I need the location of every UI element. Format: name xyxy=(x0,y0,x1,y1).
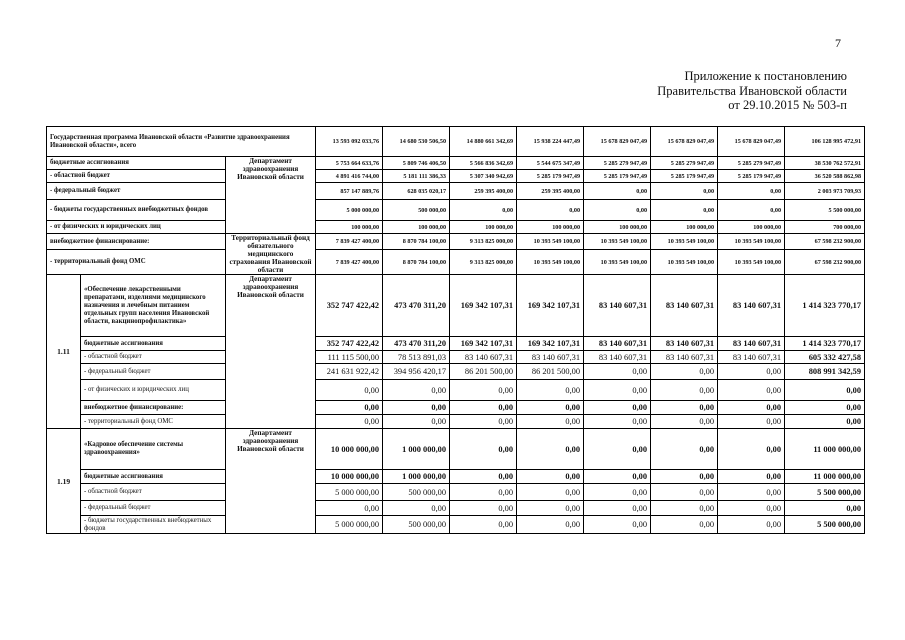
amount-cell: 5 000 000,00 xyxy=(316,484,383,501)
amount-cell: 5 285 279 947,49 xyxy=(651,157,718,170)
amount-cell: 0,00 xyxy=(450,415,517,429)
amount-cell: 0,00 xyxy=(584,484,651,501)
amount-cell: 9 313 825 000,00 xyxy=(450,250,517,275)
amount-cell: 0,00 xyxy=(584,470,651,484)
table-row xyxy=(47,221,865,234)
amount-cell: 11 000 000,00 xyxy=(785,429,865,470)
amount-cell: 78 513 891,03 xyxy=(383,351,450,364)
amount-cell: 0,00 xyxy=(517,470,584,484)
activity-code: 1.19 xyxy=(47,429,81,534)
amount-cell: 500 000,00 xyxy=(383,516,450,534)
amount-cell: 352 747 422,42 xyxy=(316,337,383,351)
amount-cell: 0,00 xyxy=(718,470,785,484)
amount-cell: 86 201 500,00 xyxy=(450,364,517,380)
amount-cell: 0,00 xyxy=(785,501,865,516)
amount-cell: 1 414 323 770,17 xyxy=(785,275,865,337)
amount-cell: 83 140 607,31 xyxy=(584,337,651,351)
amount-cell: 15 678 829 047,49 xyxy=(651,127,718,157)
amount-cell: 0,00 xyxy=(785,415,865,429)
amount-cell: 352 747 422,42 xyxy=(316,275,383,337)
amount-cell: 8 870 784 100,00 xyxy=(383,250,450,275)
amount-cell: 0,00 xyxy=(718,200,785,221)
table-row xyxy=(47,429,865,470)
amount-cell: 5 181 111 386,33 xyxy=(383,170,450,183)
amount-cell: 8 870 784 100,00 xyxy=(383,234,450,250)
amount-cell: 0,00 xyxy=(517,501,584,516)
page-number: 7 xyxy=(835,36,841,50)
amount-cell: 1 414 323 770,17 xyxy=(785,337,865,351)
amount-cell: 0,00 xyxy=(718,401,785,415)
amount-cell: 0,00 xyxy=(316,401,383,415)
amount-cell: 9 313 825 000,00 xyxy=(450,234,517,250)
table-row xyxy=(47,234,865,250)
amount-cell: 0,00 xyxy=(718,429,785,470)
amount-cell: 0,00 xyxy=(584,415,651,429)
row-label: - бюджеты государственных внебюджетных фондов xyxy=(47,200,226,221)
amount-cell: 169 342 107,31 xyxy=(517,337,584,351)
amount-cell: 67 598 232 900,00 xyxy=(785,250,865,275)
amount-cell: 100 000,00 xyxy=(651,221,718,234)
row-label: - федеральный бюджет xyxy=(47,183,226,200)
amount-cell: 473 470 311,20 xyxy=(383,337,450,351)
amount-cell: 0,00 xyxy=(450,484,517,501)
amount-cell: 241 631 922,42 xyxy=(316,364,383,380)
amount-cell: 473 470 311,20 xyxy=(383,275,450,337)
amount-cell: 0,00 xyxy=(450,516,517,534)
amount-cell: 0,00 xyxy=(584,200,651,221)
amount-cell: 0,00 xyxy=(651,501,718,516)
row-label: - федеральный бюджет xyxy=(81,364,226,380)
amount-cell: 169 342 107,31 xyxy=(450,337,517,351)
program-title: Государственная программа Ивановской области «Развитие здравоохранения Ивановской области», всего xyxy=(47,127,316,157)
table-row xyxy=(47,337,865,351)
amount-cell: 0,00 xyxy=(517,380,584,401)
header-line-2: Правительства Ивановской области xyxy=(657,83,847,98)
amount-cell: 100 000,00 xyxy=(584,221,651,234)
amount-cell: 15 678 829 047,49 xyxy=(584,127,651,157)
table-row xyxy=(47,470,865,484)
amount-cell: 5 500 000,00 xyxy=(785,516,865,534)
amount-cell: 0,00 xyxy=(651,470,718,484)
amount-cell: 0,00 xyxy=(450,401,517,415)
amount-cell: 5 285 279 947,49 xyxy=(584,157,651,170)
table-row xyxy=(47,516,865,534)
header-line-3: от 29.10.2015 № 503-п xyxy=(728,98,847,112)
amount-cell: 10 000 000,00 xyxy=(316,429,383,470)
amount-cell: 5 307 340 942,69 xyxy=(450,170,517,183)
table-row xyxy=(47,501,865,516)
amount-cell: 5 000 000,00 xyxy=(316,200,383,221)
amount-cell: 15 678 829 047,49 xyxy=(718,127,785,157)
amount-cell: 0,00 xyxy=(450,470,517,484)
executor-cell: Территориальный фонд обязательного медицинского страхования Ивановской области xyxy=(226,234,316,275)
amount-cell: 0,00 xyxy=(651,484,718,501)
amount-cell: 0,00 xyxy=(718,415,785,429)
amount-cell: 0,00 xyxy=(383,401,450,415)
amount-cell: 7 839 427 400,00 xyxy=(316,234,383,250)
amount-cell: 67 598 232 900,00 xyxy=(785,234,865,250)
row-label: - территориальный фонд ОМС xyxy=(47,250,226,275)
document-header xyxy=(657,69,847,113)
amount-cell: 14 880 661 342,69 xyxy=(450,127,517,157)
amount-cell: 100 000,00 xyxy=(718,221,785,234)
amount-cell: 100 000,00 xyxy=(517,221,584,234)
amount-cell: 0,00 xyxy=(584,401,651,415)
row-label: внебюджетное финансирование: xyxy=(81,401,226,415)
amount-cell: 111 115 500,00 xyxy=(316,351,383,364)
amount-cell: 10 000 000,00 xyxy=(316,470,383,484)
row-label: - бюджеты государственных внебюджетных фондов xyxy=(81,516,226,534)
amount-cell: 0,00 xyxy=(718,183,785,200)
amount-cell: 169 342 107,31 xyxy=(450,275,517,337)
amount-cell: 10 393 549 100,00 xyxy=(517,250,584,275)
amount-cell: 0,00 xyxy=(383,380,450,401)
amount-cell: 0,00 xyxy=(517,516,584,534)
row-label: - от физических и юридических лиц xyxy=(81,380,226,401)
amount-cell: 15 938 224 447,49 xyxy=(517,127,584,157)
amount-cell: 100 000,00 xyxy=(316,221,383,234)
row-label: внебюджетное финансирование: xyxy=(47,234,226,250)
amount-cell: 5 285 179 947,49 xyxy=(718,170,785,183)
amount-cell: 0,00 xyxy=(785,401,865,415)
amount-cell: 0,00 xyxy=(584,429,651,470)
amount-cell: 0,00 xyxy=(517,401,584,415)
executor-cell: Департамент здравоохранения Ивановской области xyxy=(226,275,316,429)
amount-cell: 0,00 xyxy=(584,501,651,516)
row-label: - территориальный фонд ОМС xyxy=(81,415,226,429)
amount-cell: 0,00 xyxy=(651,429,718,470)
amount-cell: 5 285 179 947,49 xyxy=(651,170,718,183)
amount-cell: 0,00 xyxy=(718,364,785,380)
row-label: бюджетные ассигнования xyxy=(81,470,226,484)
amount-cell: 0,00 xyxy=(651,380,718,401)
amount-cell: 10 393 549 100,00 xyxy=(584,234,651,250)
amount-cell: 4 891 416 744,00 xyxy=(316,170,383,183)
table-row xyxy=(47,401,865,415)
amount-cell: 83 140 607,31 xyxy=(517,351,584,364)
amount-cell: 0,00 xyxy=(517,200,584,221)
amount-cell: 38 530 762 572,91 xyxy=(785,157,865,170)
amount-cell: 7 839 427 400,00 xyxy=(316,250,383,275)
row-label: бюджетные ассигнования xyxy=(81,337,226,351)
table-row xyxy=(47,200,865,221)
amount-cell: 5 500 000,00 xyxy=(785,484,865,501)
amount-cell: 10 393 549 100,00 xyxy=(718,234,785,250)
executor-cell: Департамент здравоохранения Ивановской области xyxy=(226,157,316,234)
amount-cell: 0,00 xyxy=(651,516,718,534)
table-row xyxy=(47,484,865,501)
amount-cell: 36 520 588 862,98 xyxy=(785,170,865,183)
amount-cell: 83 140 607,31 xyxy=(584,351,651,364)
amount-cell: 0,00 xyxy=(517,415,584,429)
amount-cell: 0,00 xyxy=(584,183,651,200)
amount-cell: 0,00 xyxy=(584,380,651,401)
amount-cell: 10 393 549 100,00 xyxy=(718,250,785,275)
table-row xyxy=(47,250,865,275)
activity-code: 1.11 xyxy=(47,275,81,429)
amount-cell: 0,00 xyxy=(383,415,450,429)
amount-cell: 0,00 xyxy=(450,429,517,470)
amount-cell: 0,00 xyxy=(316,415,383,429)
amount-cell: 83 140 607,31 xyxy=(718,351,785,364)
amount-cell: 10 393 549 100,00 xyxy=(651,234,718,250)
row-label: - областной бюджет xyxy=(81,484,226,501)
amount-cell: 394 956 420,17 xyxy=(383,364,450,380)
amount-cell: 0,00 xyxy=(383,501,450,516)
amount-cell: 0,00 xyxy=(651,200,718,221)
amount-cell: 100 000,00 xyxy=(450,221,517,234)
amount-cell: 0,00 xyxy=(651,364,718,380)
financing-table xyxy=(46,126,865,534)
row-label: - федеральный бюджет xyxy=(81,501,226,516)
amount-cell: 83 140 607,31 xyxy=(718,275,785,337)
amount-cell: 0,00 xyxy=(316,501,383,516)
amount-cell: 14 680 530 506,50 xyxy=(383,127,450,157)
amount-cell: 0,00 xyxy=(785,380,865,401)
amount-cell: 1 000 000,00 xyxy=(383,470,450,484)
amount-cell: 2 003 973 709,93 xyxy=(785,183,865,200)
amount-cell: 83 140 607,31 xyxy=(651,275,718,337)
table-row xyxy=(47,183,865,200)
amount-cell: 83 140 607,31 xyxy=(718,337,785,351)
activity-title: «Обеспечение лекарственными препаратами, изделиями медицинского назначения и лечебным питанием отдельных групп населения Ивановской области, вакцинопрофилактика» xyxy=(81,275,226,337)
amount-cell: 628 035 020,17 xyxy=(383,183,450,200)
amount-cell: 259 395 400,00 xyxy=(517,183,584,200)
row-label: - от физических и юридических лиц xyxy=(47,221,226,234)
amount-cell: 259 395 400,00 xyxy=(450,183,517,200)
amount-cell: 0,00 xyxy=(584,364,651,380)
amount-cell: 0,00 xyxy=(718,516,785,534)
amount-cell: 5 500 000,00 xyxy=(785,200,865,221)
amount-cell: 0,00 xyxy=(718,380,785,401)
amount-cell: 11 000 000,00 xyxy=(785,470,865,484)
amount-cell: 5 809 746 406,50 xyxy=(383,157,450,170)
amount-cell: 808 991 342,59 xyxy=(785,364,865,380)
amount-cell: 83 140 607,31 xyxy=(584,275,651,337)
amount-cell: 5 566 836 342,69 xyxy=(450,157,517,170)
table-row xyxy=(47,275,865,337)
executor-cell: Департамент здравоохранения Ивановской области xyxy=(226,429,316,534)
amount-cell: 0,00 xyxy=(450,380,517,401)
amount-cell: 5 285 179 947,49 xyxy=(584,170,651,183)
amount-cell: 83 140 607,31 xyxy=(450,351,517,364)
amount-cell: 13 593 092 033,76 xyxy=(316,127,383,157)
amount-cell: 100 000,00 xyxy=(383,221,450,234)
table-row xyxy=(47,170,865,183)
amount-cell: 0,00 xyxy=(651,401,718,415)
amount-cell: 83 140 607,31 xyxy=(651,337,718,351)
amount-cell: 0,00 xyxy=(584,516,651,534)
row-label: - областной бюджет xyxy=(47,170,226,183)
amount-cell: 10 393 549 100,00 xyxy=(584,250,651,275)
amount-cell: 857 147 889,76 xyxy=(316,183,383,200)
table-row xyxy=(47,415,865,429)
amount-cell: 500 000,00 xyxy=(383,200,450,221)
amount-cell: 5 285 279 947,49 xyxy=(718,157,785,170)
table-row xyxy=(47,380,865,401)
activity-title: «Кадровое обеспечение системы здравоохранения» xyxy=(81,429,226,470)
amount-cell: 500 000,00 xyxy=(383,484,450,501)
amount-cell: 0,00 xyxy=(517,484,584,501)
amount-cell: 0,00 xyxy=(718,484,785,501)
table-row xyxy=(47,127,865,157)
amount-cell: 106 128 995 472,91 xyxy=(785,127,865,157)
amount-cell: 5 753 664 633,76 xyxy=(316,157,383,170)
amount-cell: 700 000,00 xyxy=(785,221,865,234)
amount-cell: 5 544 675 347,49 xyxy=(517,157,584,170)
amount-cell: 169 342 107,31 xyxy=(517,275,584,337)
amount-cell: 5 285 179 947,49 xyxy=(517,170,584,183)
amount-cell: 5 000 000,00 xyxy=(316,516,383,534)
amount-cell: 0,00 xyxy=(450,200,517,221)
amount-cell: 10 393 549 100,00 xyxy=(517,234,584,250)
row-label: - областной бюджет xyxy=(81,351,226,364)
amount-cell: 0,00 xyxy=(651,183,718,200)
amount-cell: 0,00 xyxy=(517,429,584,470)
amount-cell: 10 393 549 100,00 xyxy=(651,250,718,275)
row-label: бюджетные ассигнования xyxy=(47,157,226,170)
amount-cell: 83 140 607,31 xyxy=(651,351,718,364)
amount-cell: 605 332 427,58 xyxy=(785,351,865,364)
amount-cell: 86 201 500,00 xyxy=(517,364,584,380)
amount-cell: 0,00 xyxy=(450,501,517,516)
table-row xyxy=(47,364,865,380)
amount-cell: 1 000 000,00 xyxy=(383,429,450,470)
amount-cell: 0,00 xyxy=(316,380,383,401)
table-row xyxy=(47,157,865,170)
table-row xyxy=(47,351,865,364)
amount-cell: 0,00 xyxy=(651,415,718,429)
amount-cell: 0,00 xyxy=(718,501,785,516)
header-line-1: Приложение к постановлению xyxy=(684,69,847,83)
